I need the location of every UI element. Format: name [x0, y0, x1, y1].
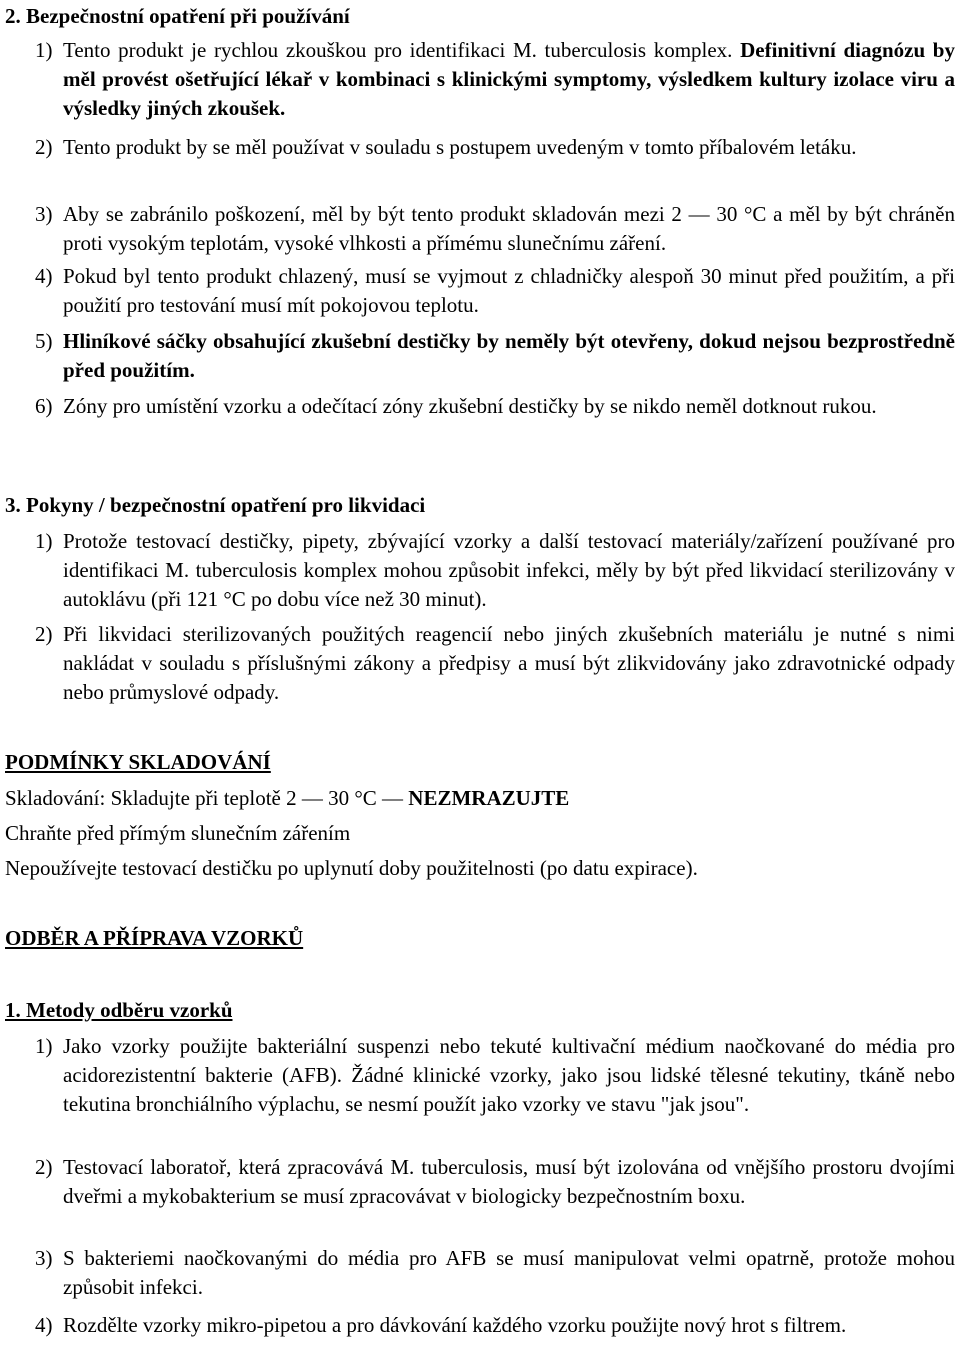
no-freeze-label: NEZMRAZUJTE	[408, 786, 570, 810]
section-3-item-1	[5, 527, 955, 614]
item-number: 3)	[35, 202, 53, 226]
item-text: Pokud byl tento produkt chlazený, musí se vyjmout z chladničky alespoň 30 minut před použitím, a při použití pro testování musí mít pokojovou teplotu.	[63, 264, 955, 317]
item-text: Protože testovací destičky, pipety, zbývající vzorky a další testovací materiály/zařízení používané pro identifikaci M. tuberculosis komplex mohou způsobit infekci, měly by být před likvidací sterilizovány v autoklávu (při 121 °C po dobu více než 30 minut).	[63, 529, 955, 611]
item-number: 1)	[35, 1034, 53, 1058]
item-number: 2)	[35, 135, 53, 159]
sampling-subtitle: 1. Metody odběru vzorků	[5, 998, 233, 1022]
sampling-item-3	[5, 1244, 955, 1302]
section-3	[5, 491, 955, 520]
item-number: 1)	[35, 38, 53, 62]
section-2-item-2	[5, 133, 955, 162]
item-number: 3)	[35, 1246, 53, 1270]
item-text: Zóny pro umístění vzorku a odečítací zóny zkušební destičky by se nikdo neměl dotknout rukou.	[63, 394, 877, 418]
sampling-item-2	[5, 1153, 955, 1211]
item-text: S bakteriemi naočkovanými do média pro AFB se musí manipulovat velmi opatrně, protože mohou způsobit infekci.	[63, 1246, 955, 1299]
section-2-item-6	[5, 392, 955, 421]
storage-line-3: Nepoužívejte testovací destičku po uplynutí doby použitelnosti (po datu expirace).	[5, 856, 698, 880]
item-text: Aby se zabránilo poškození, měl by být tento produkt skladován mezi 2 — 30 °C a měl by být chráněn proti vysokým teplotám, vysoké vlhkosti a přímému slunečnímu záření.	[63, 202, 955, 255]
sampling-methods	[5, 996, 955, 1025]
item-text: Jako vzorky použijte bakteriální suspenzi nebo tekuté kultivační médium naočkované do média pro acidorezistentní bakterie (AFB). Žádné klinické vzorky, jako jsou lidské tělesné tekutiny, tkáně nebo tekutina bronchiálního výplachu, se nesmí použít jako vzorky ve stavu "jak jsou".	[63, 1034, 955, 1116]
sampling-section	[5, 924, 955, 953]
item-number: 5)	[35, 329, 53, 353]
section-2-item-1	[5, 36, 955, 123]
item-text: Tento produkt je rychlou zkouškou pro identifikaci M. tuberculosis komplex.	[63, 38, 733, 62]
section-2-item-4	[5, 262, 955, 320]
item-number: 6)	[35, 394, 53, 418]
storage-title: PODMÍNKY SKLADOVÁNÍ	[5, 750, 271, 774]
section-3-title: 3. Pokyny / bezpečnostní opatření pro likvidaci	[5, 493, 426, 517]
item-text: Tento produkt by se měl používat v souladu s postupem uvedeným v tomto příbalovém letáku.	[63, 135, 857, 159]
item-number: 4)	[35, 1313, 53, 1337]
section-3-item-2	[5, 620, 955, 707]
item-bold-text: Definitivní diagnózu by měl provést ošetřující lékař v kombinaci s klinickými symptomy, výsledkem kultury izolace viru a výsledky jiných zkoušek.	[63, 38, 955, 120]
item-number: 4)	[35, 264, 53, 288]
storage-line-1-prefix: Skladování: Skladujte při teplotě 2 — 30 °C —	[5, 786, 409, 810]
item-number: 2)	[35, 622, 53, 646]
item-number: 2)	[35, 1155, 53, 1179]
section-2-title: 2. Bezpečnostní opatření při používání	[5, 4, 350, 28]
section-2	[5, 2, 955, 31]
item-number: 1)	[35, 529, 53, 553]
storage-line-2: Chraňte před přímým slunečním zářením	[5, 821, 351, 845]
section-2-item-5	[5, 327, 955, 385]
item-bold-text: Hliníkové sáčky obsahující zkušební destičky by neměly být otevřeny, dokud nejsou bezprostředně před použitím.	[63, 329, 955, 382]
sampling-item-4	[5, 1311, 955, 1340]
item-text: Při likvidaci sterilizovaných použitých reagencií nebo jiných zkušebních materiálu je nutné s nimi nakládat v souladu s příslušnými zákony a předpisy a musí být zlikvidovány jako zdravotnické odpady nebo průmyslové odpady.	[63, 622, 955, 704]
item-text: Testovací laboratoř, která zpracovává M. tuberculosis, musí být izolována od vnějšího prostoru dvojími dveřmi a mykobakterium se musí zpracovávat v biologicky bezpečnostním boxu.	[63, 1155, 955, 1208]
section-2-item-3	[5, 200, 955, 258]
storage-line-1	[5, 784, 955, 813]
item-text: Rozdělte vzorky mikro-pipetou a pro dávkování každého vzorku použijte nový hrot s filtrem.	[63, 1313, 847, 1337]
storage-section	[5, 748, 955, 777]
sampling-item-1	[5, 1032, 955, 1119]
sampling-title: ODBĚR A PŘÍPRAVA VZORKŮ	[5, 926, 304, 950]
